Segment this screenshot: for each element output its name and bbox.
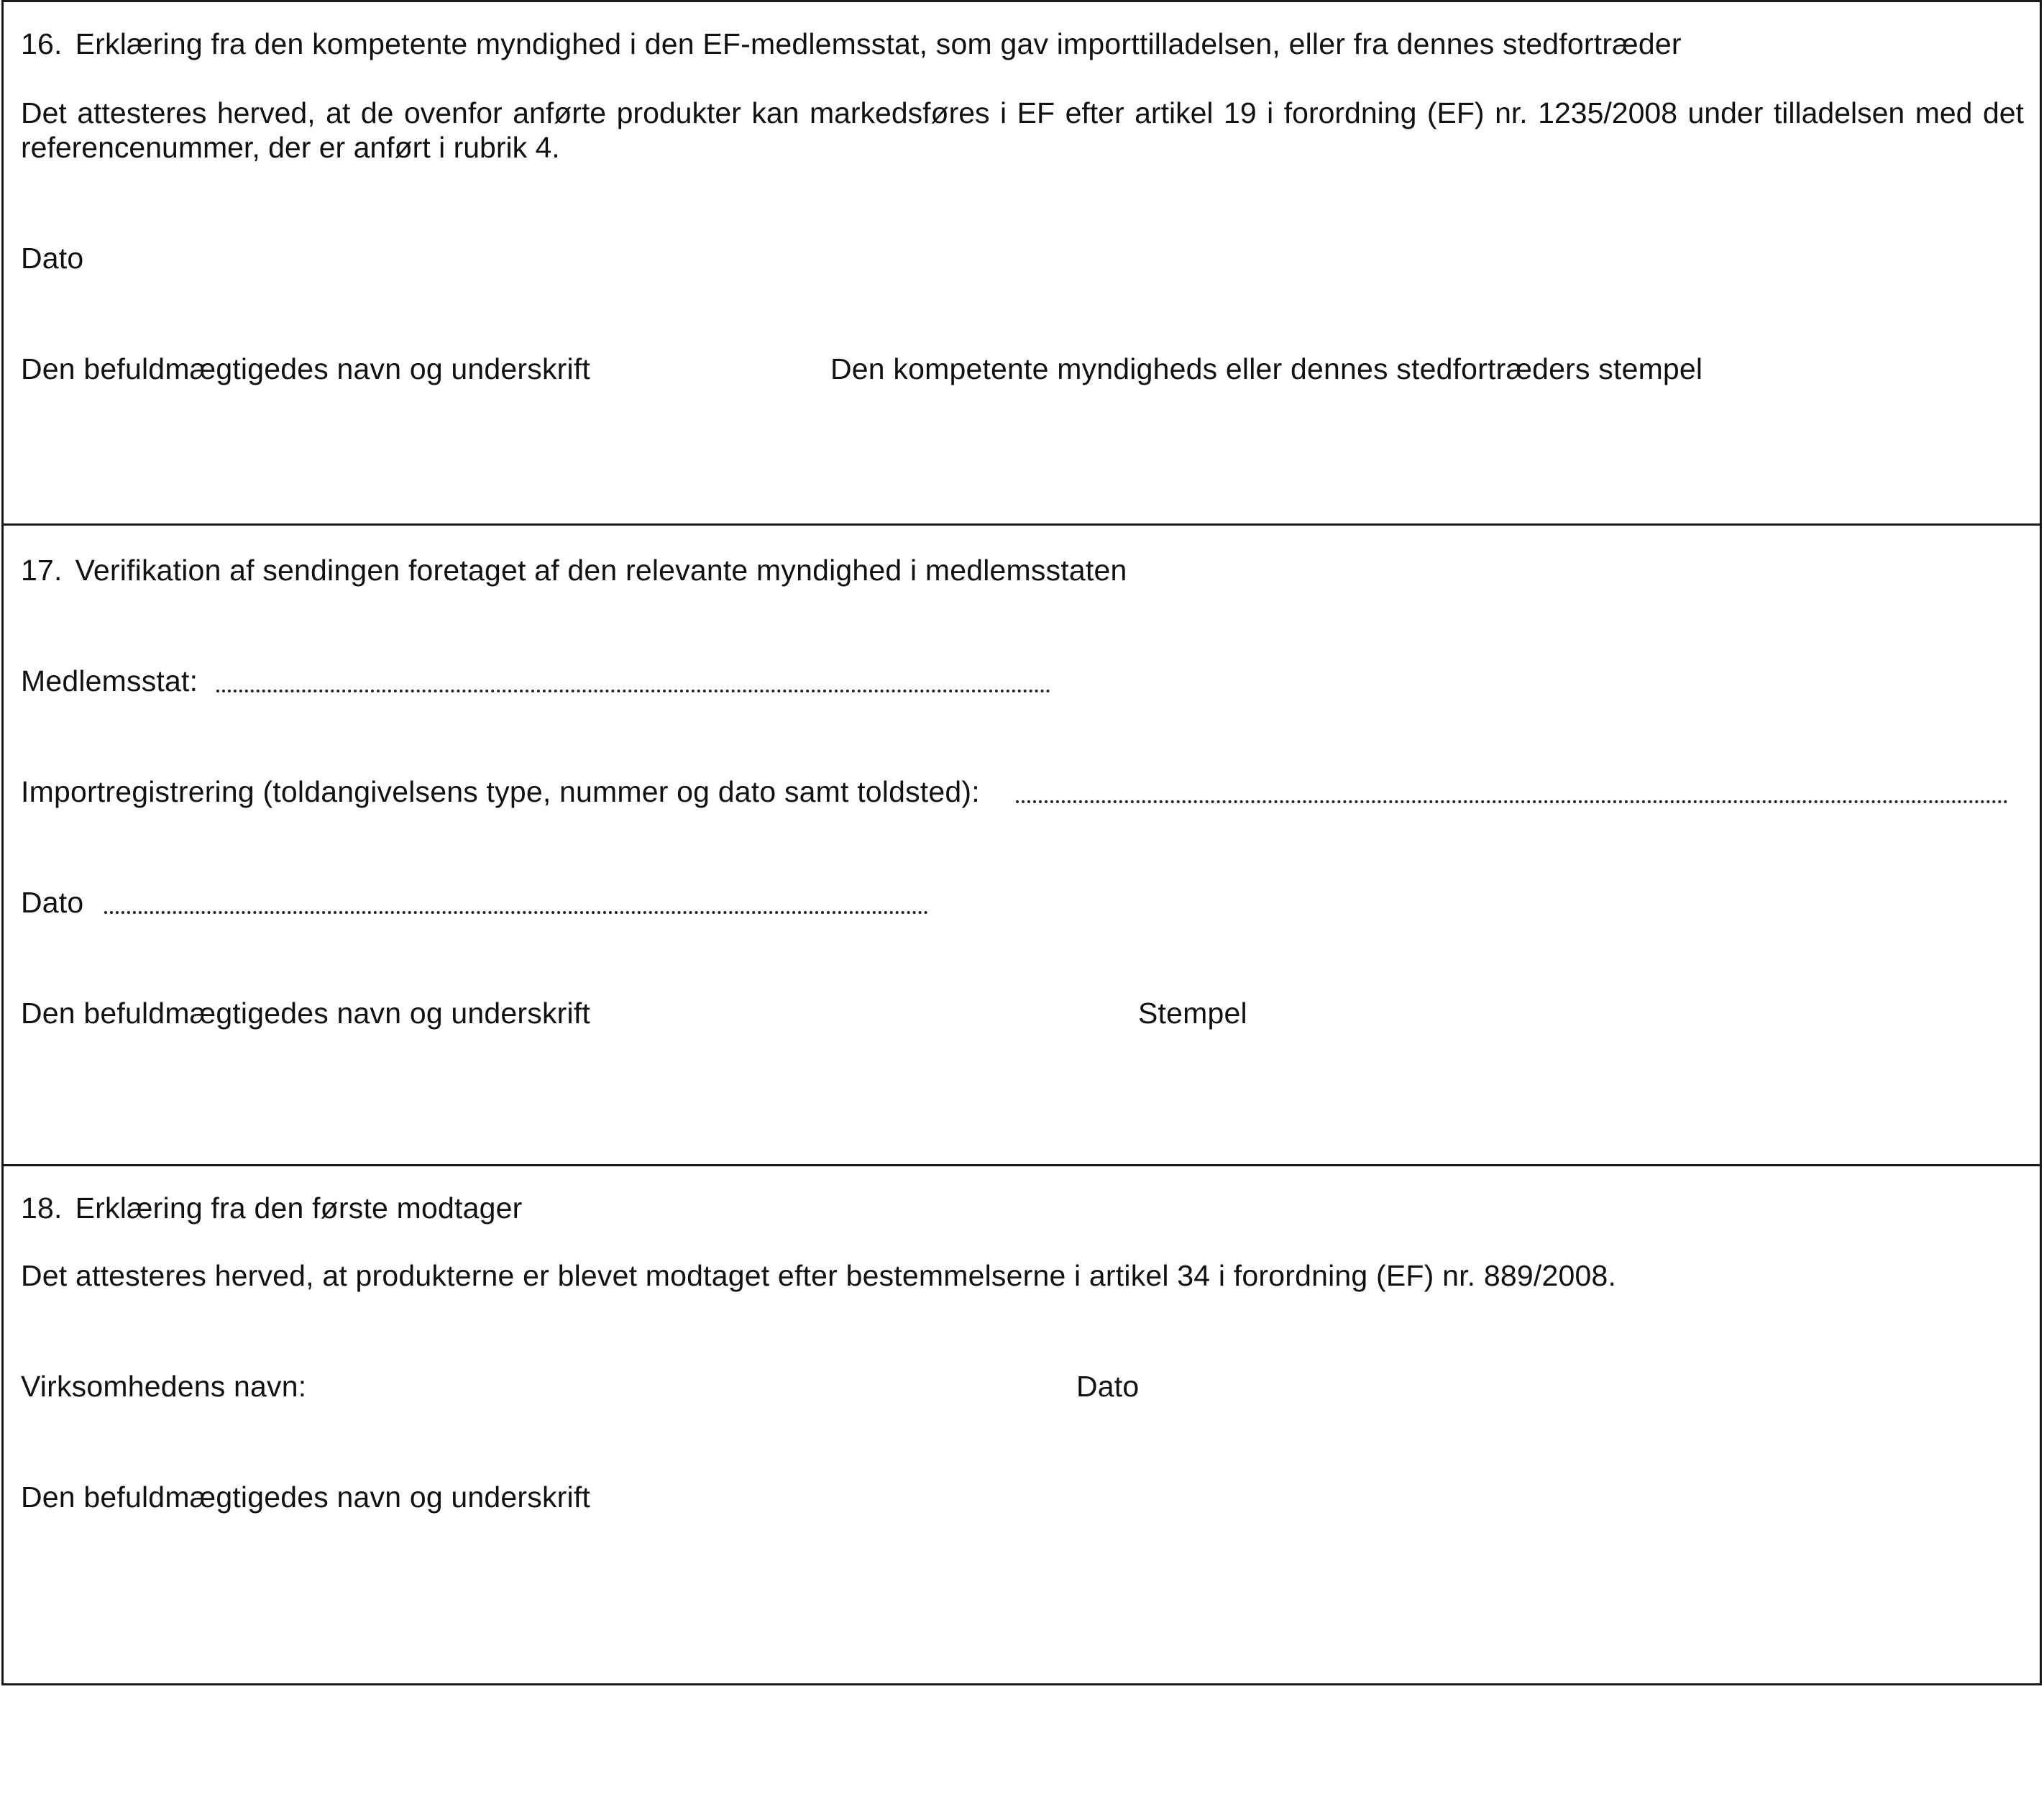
import-registration-label: Importregistrering (toldangivelsens type, nummer og dato samt toldsted): (21, 775, 980, 808)
section-17-number: 17. (21, 554, 63, 587)
member-state-field[interactable] (216, 690, 1050, 692)
section-16-number: 16. (21, 27, 63, 60)
certificate-form (1, 0, 2042, 1685)
section-16-signature-label: Den befuldmægtigedes navn og underskrift (21, 352, 591, 385)
section-18-heading-line (21, 1191, 522, 1225)
section-18-statement: Det attesteres herved, at produkterne er blevet modtaget efter bestemmelserne i artikel 34 i forordning (EF) nr. 889/2008. (21, 1259, 1617, 1292)
section-16-stamp-label: Den kompetente myndigheds eller dennes stedfortræders stempel (830, 352, 1703, 385)
section-17 (4, 526, 2040, 1166)
section-18-heading: Erklæring fra den første modtager (75, 1191, 523, 1225)
section-18 (4, 1166, 2040, 1685)
section-17-signature-label: Den befuldmægtigedes navn og underskrift (21, 997, 591, 1030)
section-16-date-label: Dato (21, 242, 84, 275)
section-16-heading: Erklæring fra den kompetente myndighed i den EF-medlemsstat, som gav importtilladelsen, eller fra dennes stedfortræder (75, 27, 1682, 60)
section-17-heading-line (21, 553, 1127, 587)
company-name-label: Virksomhedens navn: (21, 1370, 307, 1403)
section-16-heading-line (21, 27, 1682, 61)
section-17-stamp-label: Stempel (1138, 997, 1247, 1030)
section-16 (4, 2, 2040, 526)
section-18-date-label: Dato (1076, 1370, 1140, 1403)
section-18-number: 18. (21, 1191, 63, 1225)
section-17-heading: Verifikation af sendingen foretaget af den relevante myndighed i medlemsstaten (75, 554, 1127, 587)
section-18-signature-label: Den befuldmægtigedes navn og underskrift (21, 1481, 591, 1514)
member-state-label: Medlemsstat: (21, 664, 198, 697)
section-17-date-field[interactable] (104, 911, 928, 914)
import-registration-field[interactable] (1016, 800, 2008, 803)
section-17-date-label: Dato (21, 886, 84, 919)
section-16-statement: Det attesteres herved, at de ovenfor anførte produkter kan markedsføres i EF efter artikel 19 i forordning (EF) nr. 1235/2008 under tilladelsen med det referencenummer, der er anført i rubrik 4. (21, 96, 2024, 164)
